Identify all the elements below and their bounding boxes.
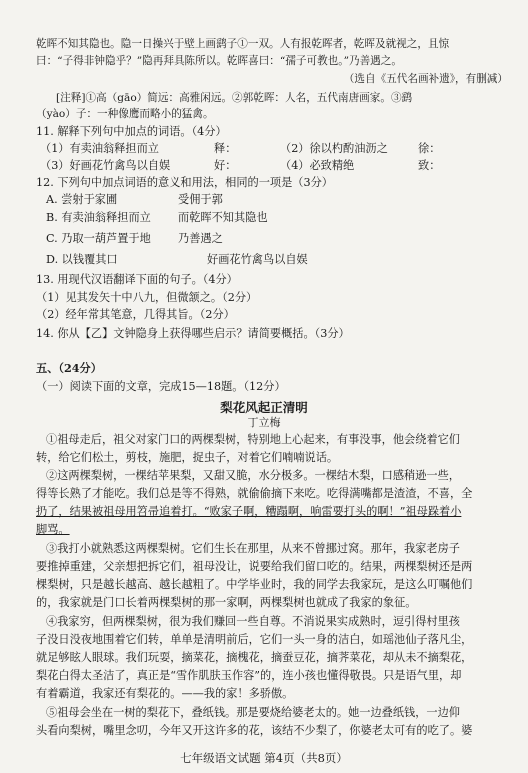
annotation-line: [注释]①高（gāo）简远：高雅闲远。②郭乾晖：人名，五代南唐画家。③鹞: [56, 92, 413, 104]
article-line: 转，给它们松土，剪枝，施肥，捉虫子，对着它们喃喃说话。: [36, 451, 339, 464]
question-14-stem: 14. 你从【乙】文钟隐身上获得哪些启示？请简要概括。（3分）: [36, 327, 350, 340]
article-line-underlined: 脚骂。: [36, 523, 70, 536]
q11-blank-3: 好：: [214, 159, 237, 172]
passage-line: 乾晖不知其隐也。隐一日操兴于壁上画鹞子①一双。人有报乾晖者，乾晖及就视之，且惊: [36, 38, 450, 50]
q13-item-1: （1）见其发矢十中八九，但微颔之。（2分）: [36, 291, 258, 304]
article-line: 头看向梨树，嘴里念叨，今年又开这许多的花，该结不少梨了，你婆老太可有的吃了。婆: [36, 724, 473, 737]
question-11-stem: 11. 解释下列句中加点的词语。（4分）: [36, 125, 227, 138]
page-footer: 七年级语文试题 第4页（共8页）: [180, 751, 348, 765]
article-line: ⑤祖母会坐在一树的梨花下，叠纸钱。那是要烧给婆老太的。她一边叠纸钱，一边仰: [46, 706, 460, 719]
q12-option-d: D. 以钱覆其口: [46, 253, 118, 266]
article-line: 得等长熟了才能吃。我们总是等不得熟，就偷偷摘下来吃。吃得满嘴都是渣渣，不喜，全: [36, 487, 473, 500]
article-title: 梨花风起正清明: [220, 400, 308, 415]
question-13-stem: 13. 用现代汉语翻译下面的句子。（4分）: [36, 273, 238, 286]
article-line: 梨花白得太圣洁了，真正是“雪作肌肤玉作容”的，连小孩也懂得敬畏。只是语气里，却: [36, 669, 462, 682]
article-line: 有着霸道，我家还有梨花的。——我的家！多骄傲。: [36, 687, 294, 700]
q12-option-a: A. 尝射于家圃: [46, 193, 118, 206]
article-line: 子没日没夜地围着它们转，单单是清明前后，它们一头一身的洁白，如瑶池仙子落凡尘，: [36, 633, 473, 646]
q12-option-d-compare: 好画花竹禽鸟以自娱: [207, 253, 308, 266]
annotation-line: （yào）子：一种像鹰而略小的猛禽。: [36, 108, 214, 120]
q11-item-4: （4）必致精绝: [280, 159, 355, 172]
section-5-title: 五、（24分）: [36, 361, 102, 375]
article-line: 棵梨树，只是越长越高、越长越粗了。中学毕业时，我的同学去我家玩，是这么叮嘱他们: [36, 578, 473, 591]
article-author: 丁立梅: [247, 416, 281, 429]
article-line: 就足够眩人眼球。我们玩耍，摘菜花，摘槐花，摘蚕豆花，摘荠菜花，却从未不摘梨花，: [36, 651, 473, 664]
q11-item-1: （1）有卖油翁释担而立: [40, 142, 159, 155]
q11-blank-1: 释：: [214, 142, 237, 155]
article-line: 要推掉重建，父亲想把拆它们，祖母没让，说要给我们留口吃的。结果，两棵梨树还是两: [36, 560, 473, 573]
article-line: ③我打小就熟悉这两棵梨树。它们生长在那里，从来不曾挪过窝。那年，我家老房子: [46, 542, 460, 555]
q13-item-2: （2）经年常其笔意，几得其旨。（2分）: [36, 308, 235, 321]
q12-option-b-compare: 而乾晖不知其隐也: [178, 211, 268, 224]
article-line-underlined: 扔了，结果被祖母用笤帚追着打。“败家子啊，糟蹋啊，响雷要打头的啊！”祖母跺着小: [36, 505, 462, 518]
q12-option-a-compare: 受佣于郭: [178, 193, 223, 206]
q11-item-3: （3）好画花竹禽鸟以自娱: [40, 159, 171, 172]
q11-blank-4: 致：: [418, 159, 441, 172]
article-line: ①祖母走后，祖父对家门口的两棵梨树，特别地上心起来，有事没事，他会绕着它们: [46, 433, 460, 446]
question-12-stem: 12. 下列句中加点词语的意义和用法，相同的一项是（3分）: [36, 176, 333, 189]
article-line: 的，我家就是门口长着两棵梨树的那一家啊，两棵梨树也就成了我家的象征。: [36, 596, 417, 609]
q11-item-2: （2）徐以杓酌油沥之: [280, 142, 388, 155]
article-line: ②这两棵梨树，一棵结苹果梨，又甜又脆，水分极多。一棵结木梨，口感稍逊一些，: [46, 469, 460, 482]
q12-option-b: B. 有卖油翁释担而立: [46, 211, 151, 224]
q11-blank-2: 徐：: [418, 142, 441, 155]
article-line: ④我家穷，但两棵梨树，很为我们赚回一些自尊。不消说果实成熟时，逗引得村里孩: [46, 615, 460, 628]
source-citation: （选自《五代名画补遗》，有删减）: [343, 73, 508, 85]
passage-line: 曰：“子得非钟隐乎？”隐再拜具陈所以。乾晖喜曰：“孺子可教也。”乃善遇之。: [36, 55, 402, 67]
q12-option-c-compare: 乃善遇之: [178, 232, 223, 245]
q12-option-c: C. 乃取一葫芦置于地: [46, 232, 151, 245]
section-5-instruction: （一）阅读下面的文章，完成15—18题。（12分）: [36, 380, 286, 393]
